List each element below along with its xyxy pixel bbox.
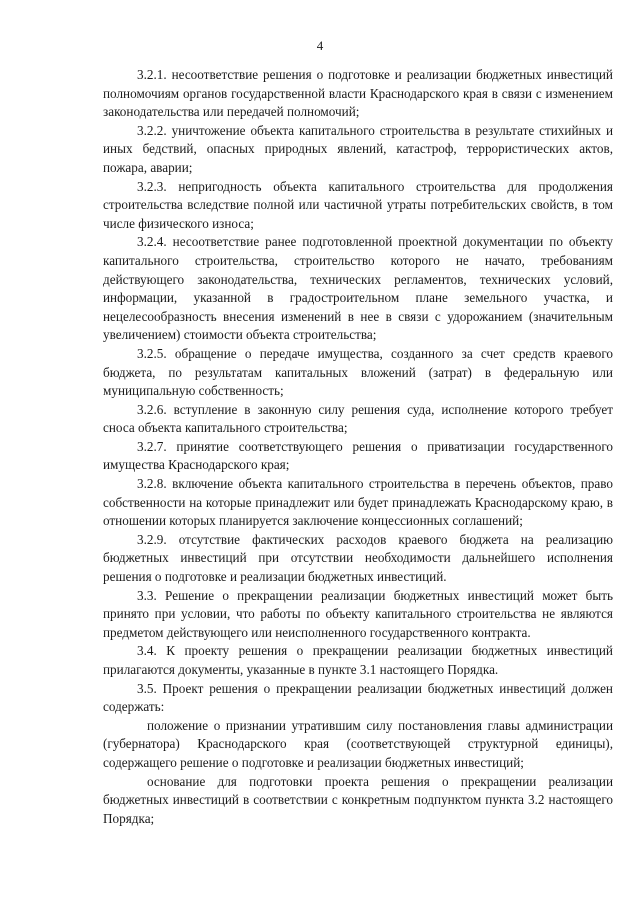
paragraph-3-5: 3.5. Проект решения о прекращении реализации бюджетных инвестиций должен содержать:	[103, 680, 613, 715]
paragraph-3-5-item-2: основание для подготовки проекта решения о прекращении реализации бюджетных инвестиций в соответствии с конкретным подпунктом пункта 3.2 настоящего Порядка;	[103, 773, 613, 826]
paragraph-3-2-8: 3.2.8. включение объекта капитального строительства в перечень объектов, право собственности на которые принадлежит или будет принадлежать Краснодарскому краю, в отношении которых планируется заключение концессионных соглашений;	[103, 476, 613, 529]
paragraph-3-2-9: 3.2.9. отсутствие фактических расходов краевого бюджета на реализацию бюджетных инвестиций при отсутствии необходимости дальнейшего исполнения решения о подготовке и реализации бюджетных инвестиций.	[103, 531, 613, 585]
page-number: 4	[316, 38, 324, 53]
paragraph-3-2-6: 3.2.6. вступление в законную силу решения суда, исполнение которого требует сноса объекта капитального строительства;	[103, 401, 613, 436]
paragraph-3-2-2: 3.2.2. уничтожение объекта капитального строительства в результате стихийных и иных бедствий, опасных природных явлений, катастроф, террористических актов, пожара, аварии;	[103, 122, 613, 175]
paragraph-3-4: 3.4. К проекту решения о прекращении реализации бюджетных инвестиций прилагаются документы, указанные в пункте 3.1 настоящего Порядка.	[103, 643, 613, 677]
paragraph-3-2-4: 3.2.4. несоответствие ранее подготовленной проектной документации по объекту капитального строительства, строительство которого не начато, требованиям действующего законодательства, технических регламентов, технических условий, информации, указанной в градостроительном плане земельного участка, и нецелесообразность внесения изменений в нее в связи с удорожанием (значительным увеличением) стоимости объекта строительства;	[103, 234, 613, 343]
document-body	[103, 66, 613, 828]
paragraph-3-2-5: 3.2.5. обращение о передаче имущества, созданного за счет средств краевого бюджета, по результатам капитальных вложений (затрат) в федеральную или муниципальную собственность;	[103, 345, 613, 399]
paragraph-3-3: 3.3. Решение о прекращении реализации бюджетных инвестиций может быть принято при условии, что работы по объекту капитального строительства не являются предметом действующего или неисполненного государственного контракта.	[103, 587, 613, 640]
paragraph-3-2-1: 3.2.1. несоответствие решения о подготовке и реализации бюджетных инвестиций полномочиям органов государственной власти Краснодарского края в связи с изменением законодательства или передачей полномочий;	[103, 67, 613, 120]
paragraph-3-2-3: 3.2.3. непригодность объекта капитального строительства для продолжения строительства вследствие полной или частичной утраты потребительских свойств, в том числе физического износа;	[103, 178, 613, 231]
paragraph-3-2-7: 3.2.7. принятие соответствующего решения о приватизации государственного имущества Краснодарского края;	[103, 438, 613, 473]
paragraph-3-5-item-1: положение о признании утратившим силу постановления главы администрации (губернатора) Краснодарского края (соответствующей структурной единицы), содержащего решение о подготовке и реализации бюджетных инвестиций;	[103, 717, 613, 770]
